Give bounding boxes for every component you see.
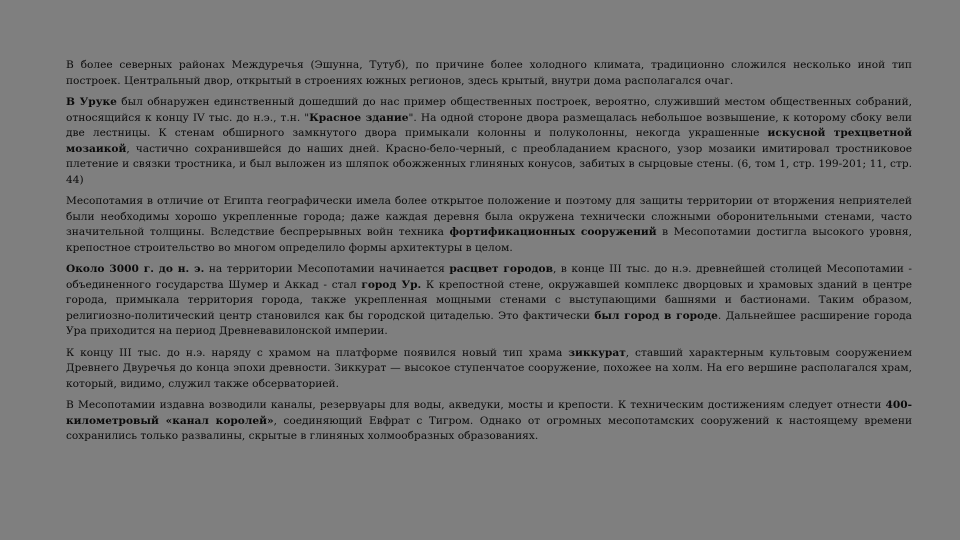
text-run: , соединяющий Евфрат с Тигром. Однако от огромных месопотамских сооружений к настоящему времени сохранились только развалины, скрытые в глиняных холмообразных образованиях. <box>66 414 913 442</box>
text-run: В более северных районах Междуречья (Эшунна, Тутуб), по причине более холодного климата, традиционно сложился несколько иной тип построек. Центральный двор, открытый в строениях южных регионов, здесь крытый, внутри дома располагался очаг. <box>66 59 912 87</box>
text-run: на территории Месопотамии начинается <box>204 263 450 275</box>
text-run-bold: город Ур. <box>361 278 422 291</box>
paragraph-fortifications <box>66 194 912 256</box>
text-run-bold: 400-километровый «канал королей» <box>66 399 912 427</box>
text-run-bold: искусной трехцветной мозаикой <box>66 127 912 155</box>
text-run: Месопотамия в отличие от Египта географически имела более открытое положение и поэтому для защиты территории от вторжения неприятелей были необходимы хорошо укрепленные города; даже каждая деревня была окружена технически сложными оборонительными стенами, часто значительной толщины. Вследствие беспрерывных войн техника <box>66 195 912 238</box>
text-run: К концу III тыс. до н.э. наряду с храмом на платформе появился новый тип храма <box>66 346 569 359</box>
text-run: В Месопотамии издавна возводили каналы, резервуары для воды, акведуки, мосты и крепости. К техническим достижениям следует отнести <box>66 399 886 411</box>
paragraph-uruk <box>66 95 912 188</box>
text-run-bold: зиккурат <box>568 346 626 359</box>
text-run: , в конце III тыс. до н.э. древнейшей столицей Месопотамии - объединенного государства Шумер и Аккад - стал <box>66 263 912 291</box>
paragraph-northern-houses <box>66 58 912 89</box>
text-run-bold: был город в городе <box>594 309 718 322</box>
paragraph-ziggurat <box>66 346 912 393</box>
text-run: . Дальнейшее расширение города Ура приходится на период Древневавилонской империи. <box>66 309 912 337</box>
paragraph-city-of-ur <box>66 262 912 340</box>
text-run: был обнаружен единственный дошедший до нас пример общественных построек, вероятно, служивший местом общественных собраний, относящийся к концу IV тыс. до н.э., т.н. " <box>66 96 912 124</box>
text-run: в Месопотамии достигла высокого уровня, крепостное строительство во многом определило формы архитектуры в целом. <box>66 226 912 254</box>
text-run-bold: Около 3000 г. до н. э. <box>66 263 205 275</box>
text-run-bold: В Уруке <box>66 96 117 108</box>
text-run-bold: Красное здание <box>309 111 409 124</box>
text-run: , частично сохранившейся до наших дней. Красно-бело-черный, с преобладанием красного, узор мозаики имитировал тростниковое плетение и связки тростника, и был выложен из шляпок обожженных глиняных конусов, забитых в сырцовые стены. (6, том 1, стр. 199-201; 11, стр. 44) <box>66 142 912 186</box>
text-run-bold: фортификационных сооружений <box>449 226 657 238</box>
text-run-bold: расцвет городов <box>449 263 553 275</box>
slide-body-text <box>66 58 912 451</box>
text-run: ". На одной стороне двора размещалась небольшое возвышение, к которому сбоку вели две лестницы. К стенам обширного замкнутого двора примыкали колонны и полуколонны, некогда украшенные <box>66 111 912 139</box>
text-run: К крепостной стене, окружавшей комплекс дворцовых и храмовых зданий в центре города, примыкала территория города, также укрепленная мощными стенами с выступающими башнями и бастионами. Таким образом, религиозно-политический центр становился как бы городской цитаделью. Это фактически <box>66 278 912 322</box>
paragraph-canals <box>66 398 912 445</box>
text-run: , ставший характерным культовым сооружением Древнего Двуречья до конца эпохи древности. Зиккурат — высокое ступенчатое сооружение, похожее на холм. На его вершине располагался храм, который, видимо, служил также обсерваторией. <box>66 346 912 390</box>
